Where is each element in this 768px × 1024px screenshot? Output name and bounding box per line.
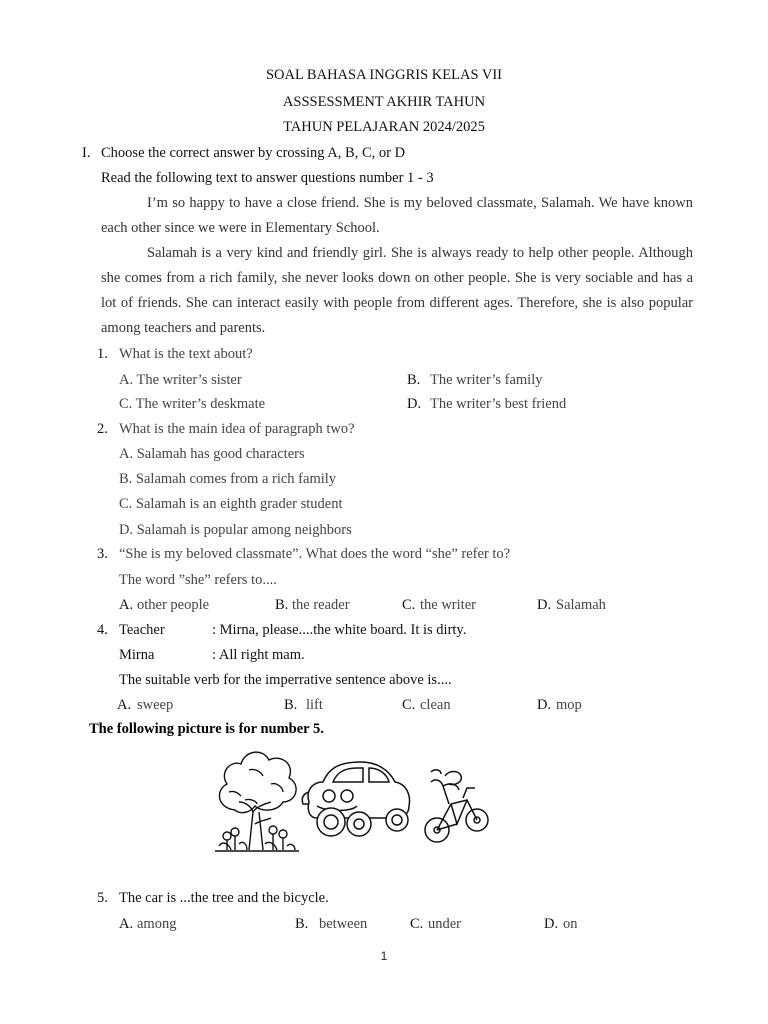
section-number: I. [82,145,91,161]
q1-option-d: The writer’s best friend [430,396,567,412]
tree-drawing [215,752,299,851]
q2-option-c: C. Salamah is an eighth grader student [119,496,343,512]
q3-number: 3. [97,546,108,562]
q2-number: 2. [97,421,108,437]
q4-speaker-1: Teacher [119,622,165,638]
title-line-3: TAHUN PELAJARAN 2024/2025 [283,119,485,135]
q4-number: 4. [97,622,108,638]
q3-option-a: other people [137,597,210,613]
q3-option-c: the writer [420,597,476,613]
q5-option-b-label: B. [295,916,309,932]
picture-intro: The following picture is for number 5. [89,721,324,737]
title-line-1: SOAL BAHASA INGGRIS KELAS VII [265,67,503,83]
q3-option-a-label: A. [119,597,134,613]
q4-option-c: clean [420,697,451,713]
q1-option-c: C. The writer’s deskmate [119,396,266,412]
q2-option-b: B. Salamah comes from a rich family [119,471,337,487]
q3-text: “She is my beloved classmate”. What does the word “she” refer to? [119,546,511,562]
q4-option-d-label: D. [537,697,552,713]
q3-option-b: the reader [292,597,350,613]
read-instruction: Read the following text to answer questions number 1 - 3 [101,170,434,186]
q5-option-c-label: C. [410,916,424,932]
q3-option-d: Salamah [556,597,606,613]
q4-dialogue-2: : All right mam. [212,647,305,663]
q5-option-c: under [428,916,462,932]
title-line-2: ASSSESSMENT AKHIR TAHUN [282,94,486,110]
q5-text: The car is ...the tree and the bicycle. [119,890,329,906]
q5-number: 5. [97,890,108,906]
car-drawing [302,762,409,836]
q5-option-d: on [563,916,578,932]
q5-option-a-label: A. [119,916,134,932]
q1-text: What is the text about? [119,346,253,362]
q1-option-b-label: B. [407,372,421,388]
q4-option-a-label: A. [117,697,132,713]
bicycle-drawing [425,770,488,842]
tree-car-bicycle-picture [205,740,495,858]
q4-option-c-label: C. [402,697,416,713]
q3-option-d-label: D. [537,597,552,613]
q4-option-a: sweep [137,697,174,713]
q3-line-2: The word ”she” refers to.... [119,572,277,588]
q4-dialogue-1: : Mirna, please....the white board. It is dirty. [212,622,467,638]
q3-option-c-label: C. [402,597,416,613]
q4-option-b-label: B. [284,697,298,713]
q3-option-b-label: B. [275,597,289,613]
q5-option-b: between [319,916,368,932]
q1-option-b: The writer’s family [430,372,543,388]
q1-number: 1. [97,346,108,362]
passage-paragraph-1: I’m so happy to have a close friend. She is my beloved classmate, Salamah. We have known each other since we were in Elementary School. [101,195,693,236]
q4-option-d: mop [556,697,582,713]
page-number: 1 [380,949,388,963]
q2-option-d: D. Salamah is popular among neighbors [119,522,352,538]
section-instruction: Choose the correct answer by crossing A, B, C, or D [101,145,406,161]
q1-option-d-label: D. [407,396,422,412]
q2-text: What is the main idea of paragraph two? [119,421,355,437]
q4-question: The suitable verb for the imperrative sentence above is.... [119,672,452,688]
q5-option-d-label: D. [544,916,559,932]
q1-option-a: A. The writer’s sister [119,372,242,388]
passage-paragraph-2: Salamah is a very kind and friendly girl. She is always ready to help other people. Although she comes from a rich family, she never looks down on other people. She is very sociable and has a lot of friends. She can interact easily with people from different ages. Therefore, she is also popular among teachers and parents. [101,245,693,336]
q5-option-a: among [137,916,177,932]
q4-option-b: lift [306,697,323,713]
q4-speaker-2: Mirna [119,647,155,663]
q2-option-a: A. Salamah has good characters [119,446,305,462]
